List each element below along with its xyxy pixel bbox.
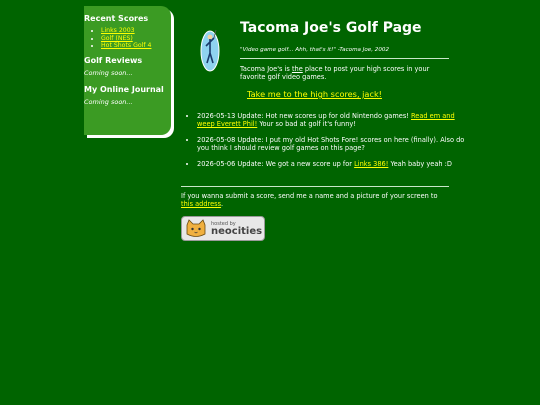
list-item	[101, 35, 171, 43]
list-item: • 2026-05-13 Update: Hot new scores up for old Nintendo games! Read em and weep Everett Phil! Your so bad at golf it's funny!	[197, 112, 465, 129]
update-link-links-386[interactable]: Links 386!	[354, 159, 389, 168]
intro-emphasis: the	[291, 65, 303, 73]
list-item: • 2026-05-08 Update: I put my old Hot Shots Fore! scores on here (finally). Also do you think I should review golf games on this page?	[197, 136, 465, 153]
sidebar	[84, 6, 171, 135]
list-item	[101, 27, 171, 35]
golf-reviews-text: Coming soon...	[84, 68, 133, 77]
header-divider	[240, 58, 449, 59]
recent-score-link-links-2003[interactable]: Links 2003	[101, 27, 135, 34]
page-quote: "Video game golf... Ahh, that's it!" -Tacoma Joe, 2002	[240, 47, 390, 53]
recent-scores-heading: Recent Scores	[84, 14, 149, 23]
recent-scores-list	[84, 27, 171, 50]
online-journal-text: Coming soon...	[84, 97, 133, 106]
submit-address-link[interactable]: this address	[181, 200, 222, 209]
online-journal-heading: My Online Journal	[84, 84, 164, 94]
footer-divider	[181, 186, 449, 187]
recent-score-link-golf-nes[interactable]: Golf (NES)	[101, 34, 133, 42]
badge-big-text: neocities	[211, 226, 263, 237]
badge-small-text: hosted by	[211, 221, 236, 227]
update-link-read-em[interactable]: Read em and weep Everett Phil!	[197, 112, 455, 129]
golfer-logo-icon	[199, 27, 221, 72]
list-item: • 2026-05-06 Update: We got a new score up for Links 386! Yeah baby yeah :D	[197, 160, 465, 168]
neocities-cat-icon	[184, 219, 208, 239]
list-item	[101, 42, 171, 50]
golf-reviews-heading: Golf Reviews	[84, 55, 143, 65]
submit-score-text: If you wanna submit a score, send me a name and a picture of your screen to this address.	[181, 192, 438, 209]
high-scores-link[interactable]: Take me to the high scores, jack!	[247, 89, 382, 99]
page-title: Tacoma Joe's Golf Page	[240, 20, 422, 36]
intro-text: Tacoma Joe's is the place to post your high scores in your favorite golf video games.	[240, 65, 430, 81]
recent-score-link-hot-shots-golf-4[interactable]: Hot Shots Golf 4	[101, 42, 152, 49]
neocities-badge[interactable]	[181, 216, 265, 241]
updates-list	[181, 112, 465, 175]
